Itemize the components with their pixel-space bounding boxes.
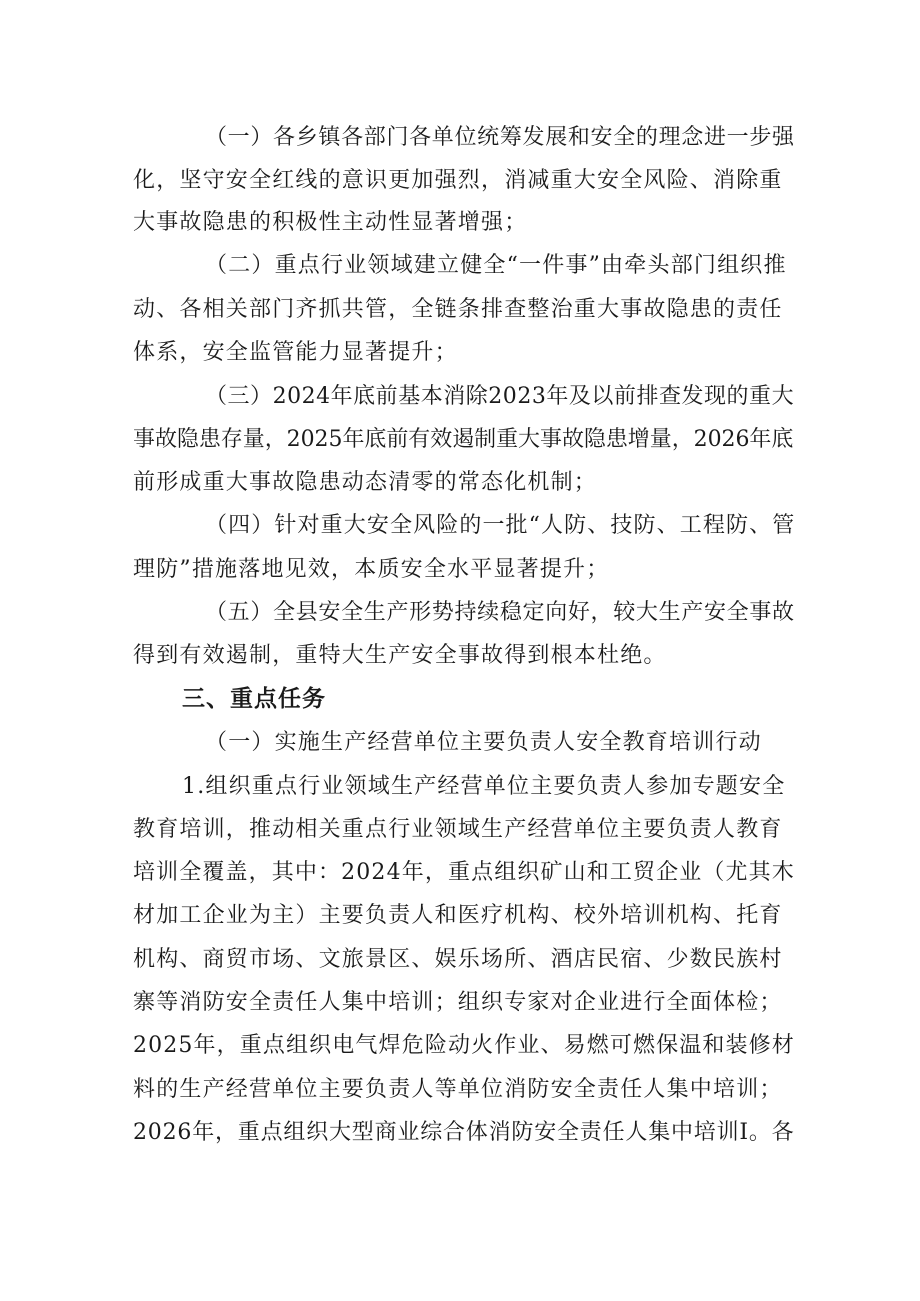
subsection-title: （一）实施生产经营单位主要负责人安全教育培训行动 — [205, 730, 762, 755]
para-3-line-1: （三）2024年底前基本消除2023年及以前排查发现的重大 — [205, 384, 795, 409]
para-2-line-3: 体系，安全监管能力显著提升； — [133, 340, 458, 365]
item-1-line-6: 寨等消防安全责任人集中培训；组织专家对企业进行全面体检； — [133, 990, 783, 1015]
para-1-line-2: 化，坚守安全红线的意识更加强烈，消减重大安全风险、消除重 — [133, 168, 783, 193]
para-1-line-1: （一）各乡镇各部门各单位统筹发展和安全的理念进一步强 — [205, 125, 795, 150]
para-3-line-3: 前形成重大事故隐患动态清零的常态化机制； — [133, 470, 598, 495]
para-1-line-3: 大事故隐患的积极性主动性显著增强； — [133, 210, 528, 235]
para-5-line-1: （五）全县安全生产形势持续稳定向好，较大生产安全事故 — [205, 600, 795, 625]
item-1-line-2: 教育培训，推动相关重点行业领域生产经营单位主要负责人教育 — [133, 817, 783, 842]
para-4-line-1: （四）针对重大安全风险的一批“人防、技防、工程防、管 — [205, 513, 796, 538]
item-1-line-9: 2026年，重点组织大型商业综合体消防安全责任人集中培训I。各 — [133, 1120, 795, 1145]
item-1-line-8: 料的生产经营单位主要负责人等单位消防安全责任人集中培训； — [133, 1077, 783, 1102]
item-1-line-1: 1.组织重点行业领域生产经营单位主要负责人参加专题安全 — [182, 774, 786, 799]
para-2-line-1: （二）重点行业领域建立健全“一件事”由牵头部门组织推 — [205, 253, 787, 278]
para-2-line-2: 动、各相关部门齐抓共管，全链条排查整治重大事故隐患的责任 — [133, 297, 783, 322]
section-heading: 三、重点任务 — [182, 686, 326, 712]
item-1-line-3: 培训全覆盖，其中：2024年，重点组织矿山和工贸企业（尤其木 — [133, 860, 795, 885]
item-1-line-5: 机构、商贸市场、文旅景区、娱乐场所、酒店民宿、少数民族村 — [133, 947, 783, 972]
item-1-line-7: 2025年，重点组织电气焊危险动火作业、易燃可燃保温和装修材 — [133, 1033, 795, 1058]
para-5-line-2: 得到有效遏制，重特大生产安全事故得到根本杜绝。 — [133, 643, 667, 668]
item-1-line-4: 材加工企业为主）主要负责人和医疗机构、校外培训机构、托育 — [133, 903, 783, 928]
para-3-line-2: 事故隐患存量，2025年底前有效遏制重大事故隐患增量，2026年底 — [133, 427, 794, 452]
para-4-line-2: 理防”措施落地见效，本质安全水平显著提升； — [133, 557, 610, 582]
